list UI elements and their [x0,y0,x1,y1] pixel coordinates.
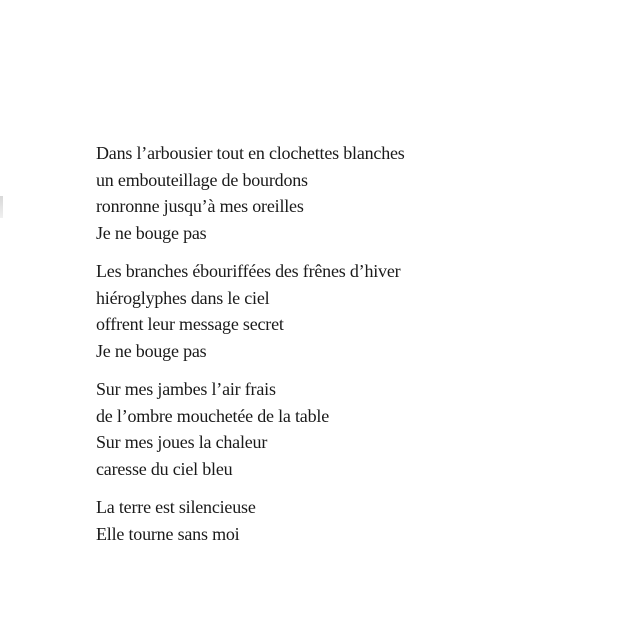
poem-line: ronronne jusqu’à mes oreilles [96,196,304,216]
poem-line: Sur mes jambes l’air frais [96,379,276,399]
poem-line: Les branches ébouriffées des frênes d’hiver [96,261,401,281]
poem-line: Dans l’arbousier tout en clochettes blanches [96,143,405,163]
poem-line: caresse du ciel bleu [96,458,233,479]
poem [96,140,405,559]
poem-line: Elle tourne sans moi [96,523,240,544]
poem-line: Sur mes joues la chaleur [96,432,268,452]
poem-line: un embouteillage de bourdons [96,169,308,190]
stanza-3 [96,376,405,482]
poem-line: de l’ombre mouchetée de la table [96,405,329,426]
page-edge-mark [0,196,3,218]
stanza-1 [96,140,405,246]
poem-line: offrent leur message secret [96,314,284,334]
poem-line: hiéroglyphes dans le ciel [96,287,270,308]
poem-line: Je ne bouge pas [96,222,207,243]
poem-line: La terre est silencieuse [96,497,256,517]
stanza-2 [96,258,405,364]
poem-line: Je ne bouge pas [96,340,207,361]
stanza-4 [96,494,405,547]
